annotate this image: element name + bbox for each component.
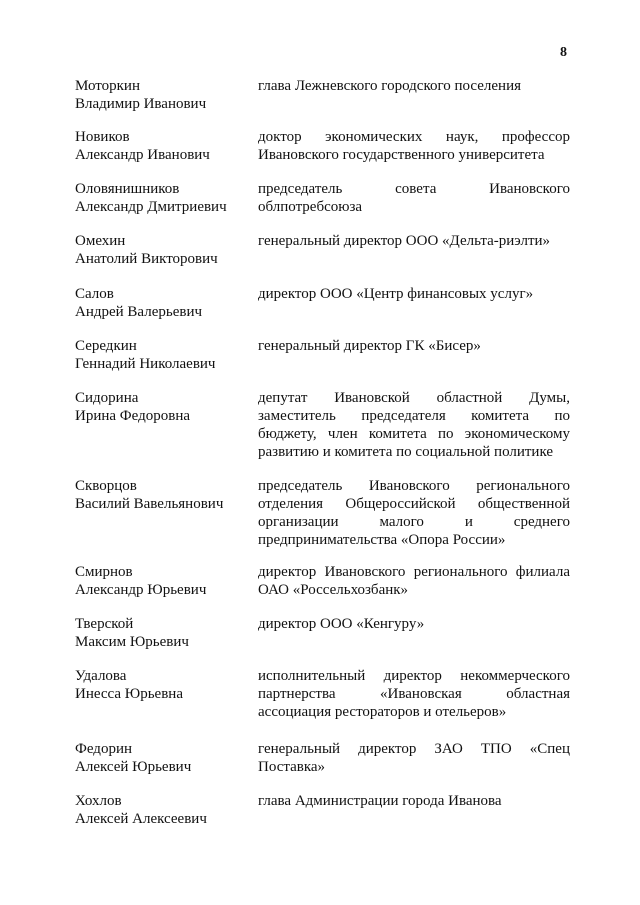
member-name [75,128,250,164]
member-first-patronymic: Александр Иванович [75,147,210,163]
member-name [75,77,250,113]
member-position [258,337,570,355]
member-name [75,180,250,216]
member-position [258,615,570,633]
member-position [258,285,570,303]
position-line: глава Лежневского городского поселения [258,78,521,94]
member-last-name: Новиков [75,129,130,145]
member-first-patronymic: Андрей Валерьевич [75,304,203,320]
member-name [75,389,250,425]
member-last-name: Скворцов [75,478,137,494]
position-line: развитию и комитета по социальной политике [258,444,554,460]
position-line: заместитель председателя комитета по [258,408,570,424]
position-line: директор ООО «Кенгуру» [258,616,425,632]
position-line: председатель совета Ивановского [258,181,570,197]
member-last-name: Тверской [75,616,134,632]
member-last-name: Омехин [75,233,126,249]
position-line: депутат Ивановской областной Думы, [258,390,570,406]
position-line: партнерства «Ивановская областная [258,686,570,702]
position-line: глава Администрации города Иванова [258,793,502,809]
position-line: генеральный директор ГК «Бисер» [258,338,481,354]
member-name [75,792,250,828]
member-position [258,180,570,216]
position-line: директор Ивановского регионального филиала [258,564,570,580]
member-position [258,792,570,810]
member-last-name: Салов [75,286,114,302]
member-first-patronymic: Владимир Иванович [75,96,207,112]
member-first-patronymic: Александр Юрьевич [75,582,207,598]
member-first-patronymic: Максим Юрьевич [75,634,189,650]
member-name [75,667,250,703]
position-line: бюджету, член комитета по экономическому [258,426,570,442]
position-line: облпотребсоюза [258,199,363,215]
member-name [75,740,250,776]
member-last-name: Удалова [75,668,127,684]
member-first-patronymic: Александр Дмитриевич [75,199,227,215]
member-position [258,128,570,164]
member-first-patronymic: Алексей Юрьевич [75,759,192,775]
member-name [75,285,250,321]
position-line: ОАО «Россельхозбанк» [258,582,409,598]
member-first-patronymic: Ирина Федоровна [75,408,191,424]
member-name [75,477,250,513]
position-line: доктор экономических наук, профессор [258,129,570,145]
position-line: председатель Ивановского регионального [258,478,570,494]
position-line: отделения Общероссийской общественной [258,496,570,512]
member-last-name: Смирнов [75,564,133,580]
position-line: исполнительный директор некоммерческого [258,668,570,684]
member-last-name: Сидорина [75,390,139,406]
member-position [258,232,570,250]
member-name [75,563,250,599]
member-last-name: Оловянишников [75,181,180,197]
page-number: 8 [560,45,567,60]
position-line: ассоциация рестораторов и отельеров» [258,704,507,720]
position-line: Поставка» [258,759,326,775]
member-position [258,563,570,599]
member-position [258,667,570,721]
position-line: предпринимательства «Опора России» [258,532,506,548]
position-line: генеральный директор ЗАО ТПО «Спец [258,741,570,757]
member-last-name: Хохлов [75,793,122,809]
member-position [258,77,570,95]
member-position [258,740,570,776]
member-position [258,389,570,461]
position-line: Ивановского государственного университета [258,147,545,163]
member-first-patronymic: Анатолий Викторович [75,251,218,267]
position-line: организации малого и среднего [258,514,570,530]
member-first-patronymic: Алексей Алексеевич [75,811,207,827]
member-last-name: Федорин [75,741,132,757]
member-name [75,232,250,268]
member-name [75,337,250,373]
member-last-name: Середкин [75,338,137,354]
member-position [258,477,570,549]
position-line: генеральный директор ООО «Дельта-риэлти» [258,233,551,249]
position-line: директор ООО «Центр финансовых услуг» [258,286,534,302]
member-name [75,615,250,651]
member-first-patronymic: Геннадий Николаевич [75,356,216,372]
member-first-patronymic: Инесса Юрьевна [75,686,183,702]
member-first-patronymic: Василий Вавельянович [75,496,224,512]
member-last-name: Моторкин [75,78,140,94]
